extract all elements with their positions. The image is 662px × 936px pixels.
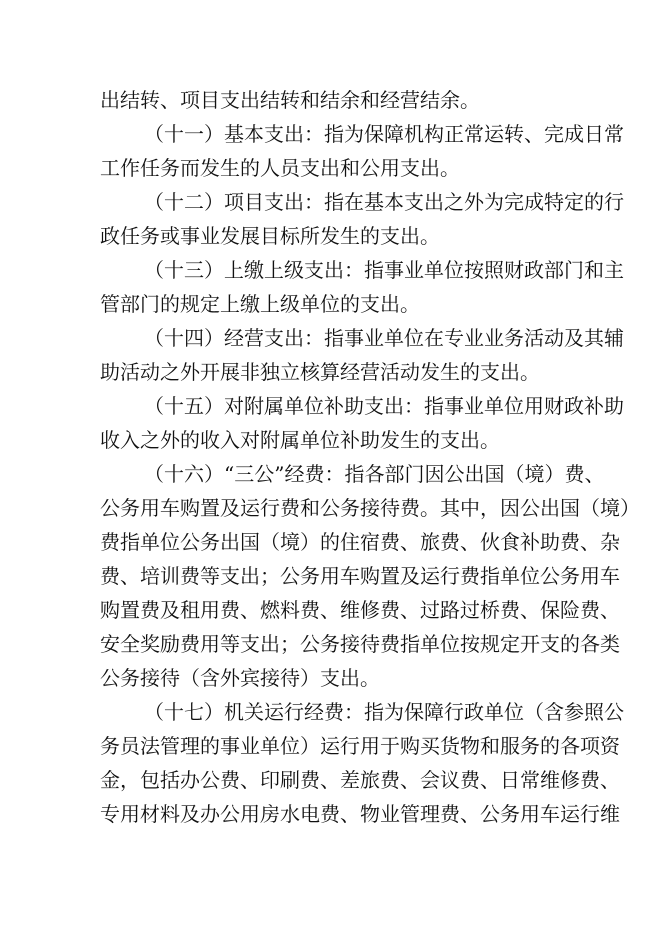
- text-line: （十三）上缴上级支出：指事业单位按照财政部门和主: [144, 258, 624, 282]
- text-line: 出结转、项目支出结转和结余和经营结余。: [100, 88, 480, 112]
- text-line: 专用材料及办公用房水电费、物业管理费、公务用车运行维: [100, 802, 620, 826]
- text-line: 政任务或事业发展目标所发生的支出。: [100, 224, 440, 248]
- text-line: 工作任务而发生的人员支出和公用支出。: [100, 156, 460, 180]
- text-line: 务员法管理的事业单位）运行用于购买货物和服务的各项资: [100, 734, 620, 758]
- text-line: （十五）对附属单位补助支出：指事业单位用财政补助: [144, 394, 624, 418]
- text-line: 金，包括办公费、印刷费、差旅费、会议费、日常维修费、: [100, 768, 620, 792]
- text-line: 安全奖励费用等支出；公务接待费指单位按规定开支的各类: [100, 632, 620, 656]
- text-line: 公务接待（含外宾接待）支出。: [100, 666, 380, 690]
- text-line: 购置费及租用费、燃料费、维修费、过路过桥费、保险费、: [100, 598, 620, 622]
- text-line: 管部门的规定上缴上级单位的支出。: [100, 292, 420, 316]
- text-line: （十一）基本支出：指为保障机构正常运转、完成日常: [144, 122, 624, 146]
- text-line: （十七）机关运行经费：指为保障行政单位（含参照公: [144, 700, 624, 724]
- text-line: 费、培训费等支出；公务用车购置及运行费指单位公务用车: [100, 564, 620, 588]
- text-line: 公务用车购置及运行费和公务接待费。其中，因公出国（境）: [100, 496, 640, 520]
- text-line: （十四）经营支出：指事业单位在专业业务活动及其辅: [144, 326, 624, 350]
- text-line: 收入之外的收入对附属单位补助发生的支出。: [100, 428, 500, 452]
- text-line: 费指单位公务出国（境）的住宿费、旅费、伙食补助费、杂: [100, 530, 620, 554]
- text-line: （十二）项目支出：指在基本支出之外为完成特定的行: [144, 190, 624, 214]
- text-line: （十六）“三公”经费：指各部门因公出国（境）费、: [144, 462, 605, 486]
- text-line: 助活动之外开展非独立核算经营活动发生的支出。: [100, 360, 540, 384]
